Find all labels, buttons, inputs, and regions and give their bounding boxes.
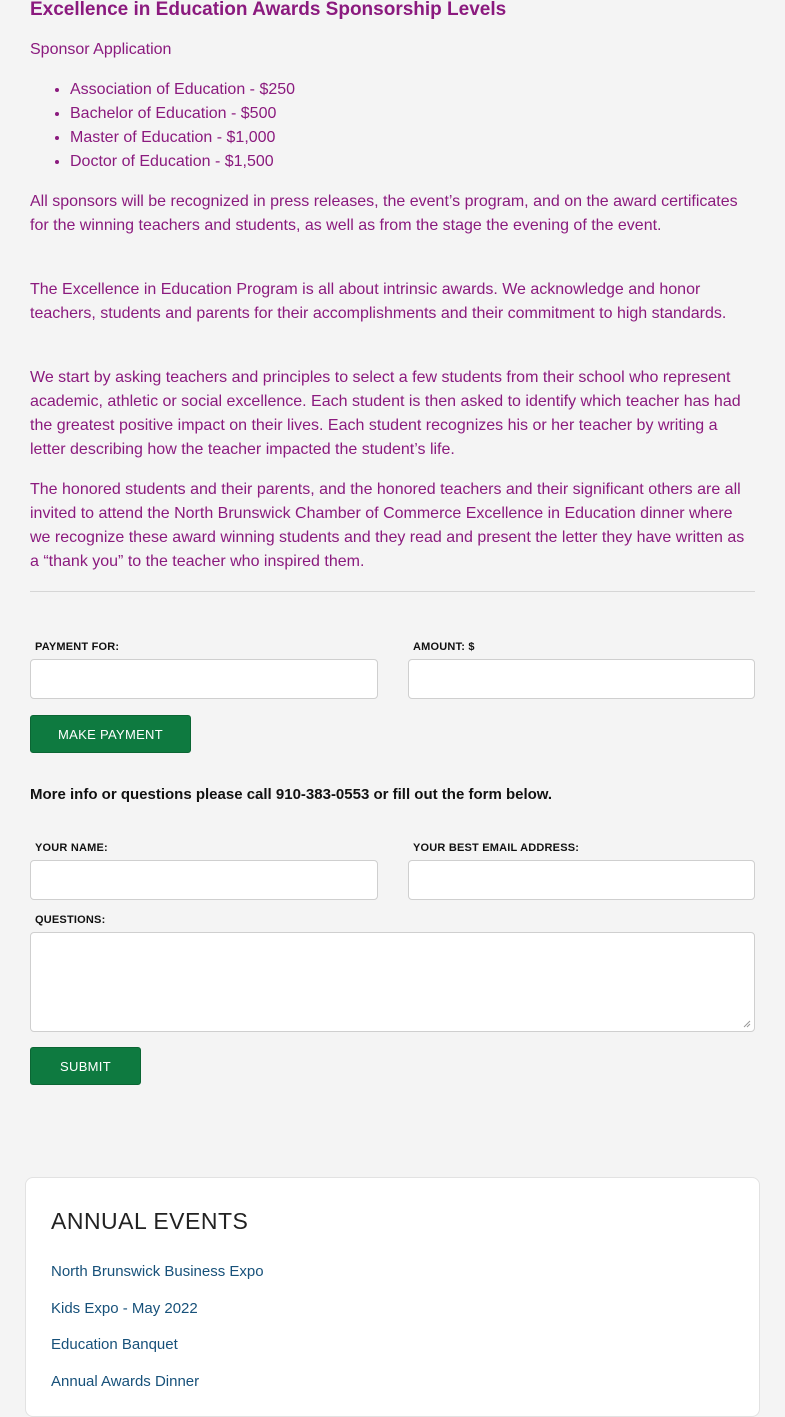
event-link-awards-dinner[interactable]: Annual Awards Dinner (51, 1373, 200, 1390)
event-link-business-expo[interactable]: North Brunswick Business Expo (51, 1263, 264, 1280)
event-link-education-banquet[interactable]: Education Banquet (51, 1336, 178, 1353)
email-label: YOUR BEST EMAIL ADDRESS: (413, 842, 580, 854)
program-paragraph: The Excellence in Education Program is all about intrinsic awards. We acknowledge and honor teachers, students and parents for their accomplishments and their commitment to high standards. (30, 281, 727, 322)
list-item: • Doctor of Education - $1,500 (70, 150, 295, 174)
submit-button[interactable]: SUBMIT (30, 1047, 141, 1085)
email-input[interactable] (408, 860, 755, 900)
list-item: • Bachelor of Education - $500 (70, 102, 295, 126)
contact-info-text: More info or questions please call 910-383-0553 or fill out the form below. (30, 786, 553, 803)
sponsors-paragraph: All sponsors will be recognized in press releases, the event’s program, and on the award certificates for the winning teachers and students, as well as from the stage the evening of the event. (30, 193, 738, 234)
questions-label: QUESTIONS: (35, 914, 106, 926)
annual-events-heading: ANNUAL EVENTS (51, 1208, 249, 1234)
payment-for-input[interactable] (30, 659, 378, 699)
page-subtitle: Sponsor Application (30, 41, 172, 58)
name-label: YOUR NAME: (35, 842, 108, 854)
list-item: • Association of Education - $250 (70, 78, 295, 102)
dinner-paragraph: The honored students and their parents, and the honored teachers and their significant others are all invited to attend the North Brunswick Chamber of Commerce Excellence in Education dinner where we recognize these award winning students and they read and present the letter they have written as a “thank you” to the teacher who inspired them. (30, 481, 745, 570)
list-item: • Master of Education - $1,000 (70, 126, 295, 150)
sponsorship-levels-list (30, 78, 295, 174)
name-input[interactable] (30, 860, 378, 900)
amount-label: AMOUNT: $ (413, 641, 475, 653)
event-link-kids-expo[interactable]: Kids Expo - May 2022 (51, 1300, 198, 1317)
amount-input[interactable] (408, 659, 755, 699)
process-paragraph: We start by asking teachers and principles to select a few students from their school who represent academic, athletic or social excellence. Each student is then asked to identify which teacher has had the greatest positive impact on their lives. Each student recognizes his or her teacher by writing a letter describing how the teacher impacted the student’s life. (30, 369, 741, 458)
make-payment-button[interactable]: MAKE PAYMENT (30, 715, 191, 753)
page-title: Excellence in Education Awards Sponsorship Levels (30, 0, 507, 20)
questions-textarea[interactable] (30, 932, 755, 1032)
resize-grip-icon[interactable] (743, 1020, 751, 1028)
divider (30, 591, 755, 592)
annual-events-card (25, 1177, 760, 1417)
payment-for-label: PAYMENT FOR: (35, 641, 120, 653)
